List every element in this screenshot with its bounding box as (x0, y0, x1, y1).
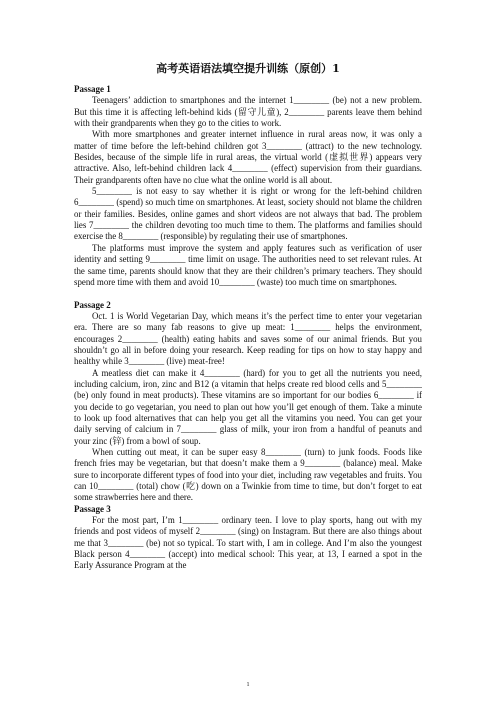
passage-heading: Passage 2 (74, 299, 111, 310)
passage-heading: Passage 1 (74, 84, 111, 94)
paragraph: Teenagers’ addiction to smartphones and the internet 1________ (be) not a new problem. But this time it is affecting left-behind kids (留守儿童), 2________ parents leave them behind with their grandparents when they go to the cities to work. (74, 95, 422, 129)
paragraph: A meatless diet can make it 4________ (hard) for you to get all the nutrients you need, including calcium, iron, zinc and B12 (a vitamin that helps create red blood cells and 5________ (be) only found in meat products). These vitamins are so important for our bodies 6________ if you decide to go vegetarian, you need to plan out how you’ll get enough of them. Take a minute to look up food alternatives that can help you get all the vitamins you need. You can get your daily serving of calcium in 7________ glass of milk, your iron from a handful of peanuts and your zinc (锌) from a bowl of soup. (74, 367, 422, 446)
paragraph: The platforms must improve the system and apply features such as verification of user identity and setting 9________ time limit on usage. The authorities need to set relevant rules. At the same time, parents should know that they are their children’s primary teachers. They should spend more time with them and avoid 10________ (waste) too much time on smartphones. (74, 242, 422, 287)
page-number: 1 (246, 682, 250, 688)
spacer (74, 288, 422, 299)
paragraph: With more smartphones and greater internet influence in rural areas now, it was only a matter of time before the left-behind children got 3________ (attract) to the new technology. Besides, because of the simple life in rural areas, the virtual world (虚拟世界) appears very attractive. Also, left-behind children lack 4________ (effect) supervision from their guardians. Their grandparents often have no clue what the online world is all about. (74, 129, 422, 185)
paragraph: 5________ is not easy to say whether it is right or wrong for the left-behind children 6________ (spend) so much time on smartphones. At least, society should not blame the children or their families. Besides, online games and short videos are not always that bad. The problem lies 7________ the children devoting too much time to them. The platforms and families should exercise the 8________ (responsible) by regulating their use of smartphones. (74, 186, 422, 242)
paragraph: Oct. 1 is World Vegetarian Day, which means it’s the perfect time to enter your vegetarian era. There are so many fab reasons to give up meat: 1________ helps the environment, encourages 2________ (health) eating habits and saves some of our animal friends. But you shouldn’t go all in before doing your research. Keep reading for tips on how to stay happy and healthy while 3________ (live) meat-free! (74, 310, 422, 367)
document-title: 高考英语语法填空提升训练（原创）1 (156, 62, 340, 75)
paragraph: For the most part, I’m 1________ ordinary teen. I love to play sports, hang out with my friends and post videos of myself 2________ (sing) on Instagram. But there are also things about me that 3________ (be) not so typical. To start with, I am in college. And I’m also the youngest Black person 4________ (accept) into medical school: This year, at 13, I earned a spot in the Early Assurance Program at the (74, 515, 422, 571)
passage-heading: Passage 3 (74, 503, 111, 514)
paragraph: When cutting out meat, it can be super easy 8________ (turn) to junk foods. Foods like french fries may be vegetarian, but that doesn’t make them a 9________ (balance) meal. Make sure to incorporate different types of food into your diet, including raw vegetables and fruits. You can 10________ (total) chow (吃) down on a Twinkie from time to time, but don’t forget to eat some strawberries here and there. (74, 447, 422, 503)
document-body (74, 84, 422, 572)
